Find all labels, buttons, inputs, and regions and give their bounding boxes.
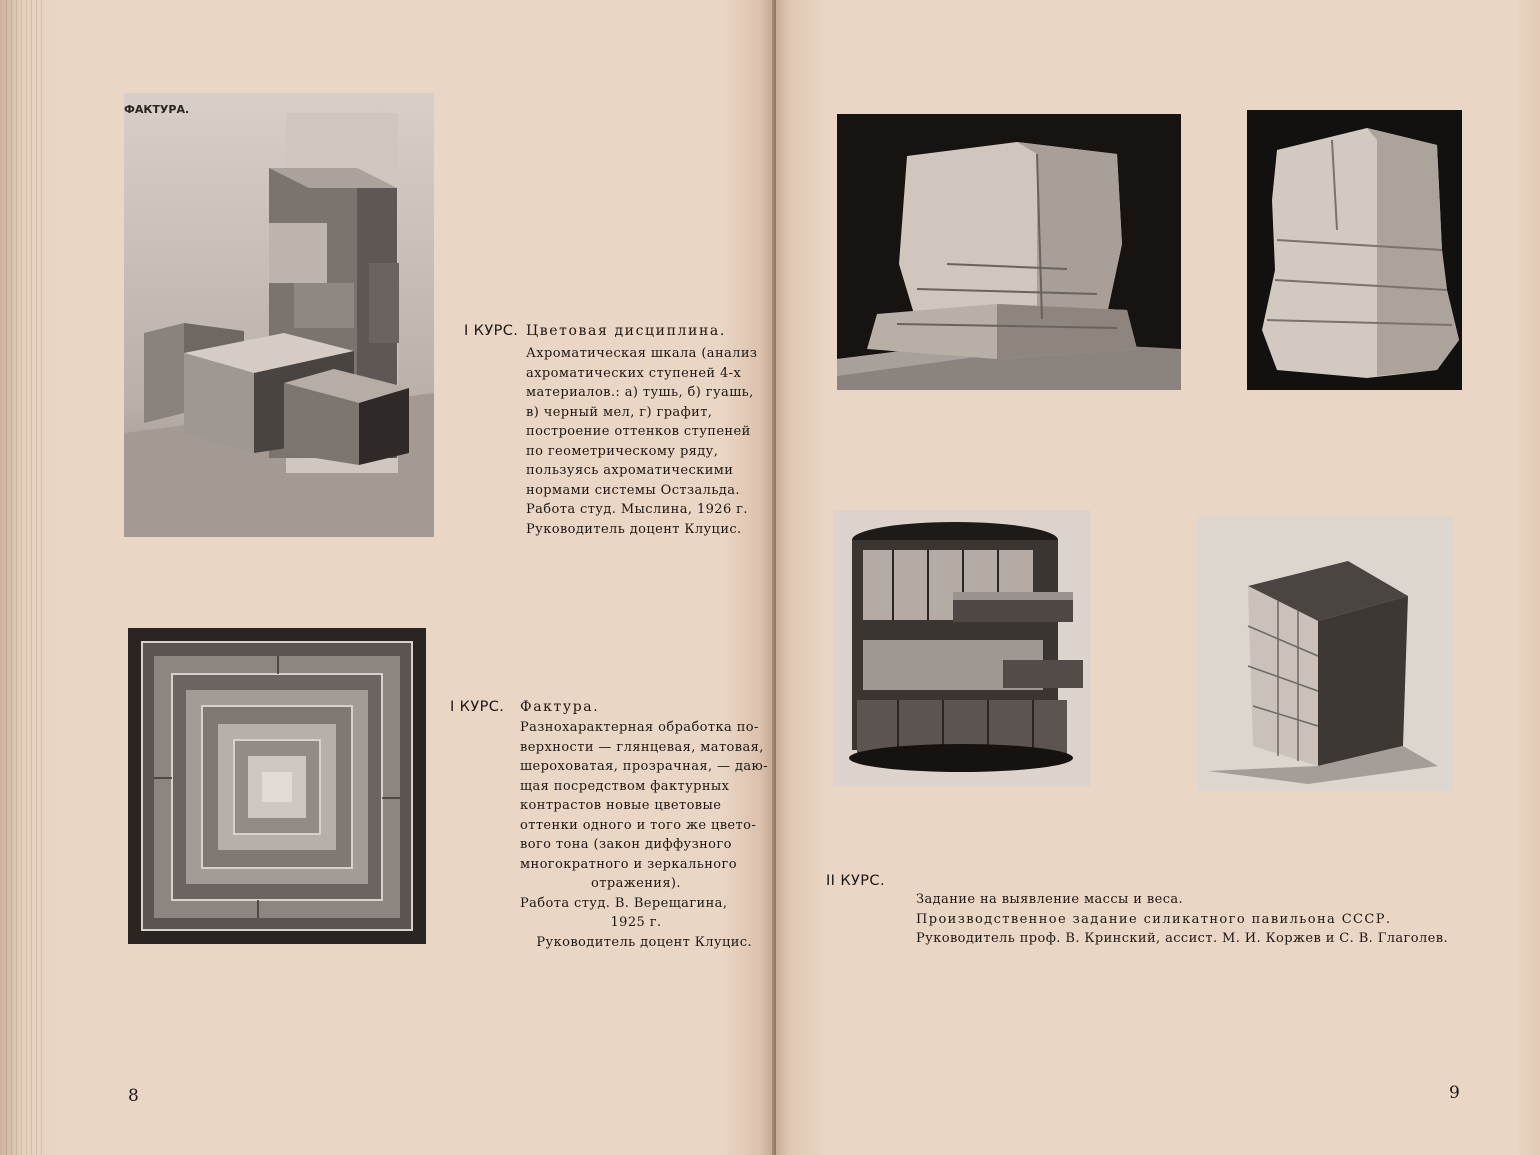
caption-line: шероховатая, прозрачная, — даю- — [520, 759, 769, 774]
caption-line: 1925 г. — [610, 915, 662, 930]
page-edges — [6, 0, 46, 1155]
plate-achromatic-blocks — [124, 93, 434, 537]
blocks-illustration — [124, 93, 434, 537]
caption-line: пользуясь ахроматическими — [526, 463, 734, 478]
caption-texture — [450, 698, 769, 950]
caption-line: по геометрическому ряду, — [526, 443, 719, 459]
caption-line: Руководитель проф. В. Кринский, ассист. М. И. Коржев и С. В. Глаголев. — [916, 931, 1448, 946]
caption-line: Задание на выявление массы и веса. — [916, 892, 1184, 907]
caption-line: Разнохарактерная обработка по- — [520, 720, 759, 735]
caption-line: Ахроматическая шкала (анализ — [526, 346, 758, 361]
course-label: I КУРС. — [464, 323, 519, 339]
page-number-right: 9 — [1449, 1083, 1460, 1103]
squares-illustration — [128, 628, 426, 944]
course-label: I КУРС. — [450, 699, 505, 715]
caption-line: Руководитель доцент Клуцис. — [526, 521, 742, 537]
caption-line: материалов.: а) тушь, б) гуашь, — [526, 385, 754, 400]
right-page — [776, 0, 1540, 1155]
pavilion-illustration — [833, 510, 1090, 787]
caption-line: Работа студ. Мыслина, 1926 г. — [526, 502, 748, 517]
caption-body — [916, 890, 1516, 949]
caption-line: ахроматических ступеней 4-х — [526, 365, 742, 381]
course-label: II КУРС. — [826, 873, 885, 889]
plate-texture-squares — [128, 628, 426, 944]
plate-cubic-pavilion — [1198, 516, 1453, 791]
plate-mass-model-2 — [1247, 110, 1462, 390]
caption-color-discipline — [464, 322, 764, 552]
caption-line: щая посредством фактурных — [520, 778, 730, 794]
caption-title: Цветовая дисциплина. — [526, 323, 726, 339]
caption-line: отражения). — [591, 876, 681, 891]
caption-body — [520, 718, 769, 952]
caption-title: Фактура. — [520, 699, 600, 715]
caption-second-course — [826, 872, 1526, 962]
caption-body — [526, 344, 758, 539]
caption-line: многократного и зеркального — [520, 856, 737, 872]
plate-mass-model-1 — [837, 114, 1181, 390]
plate-label: ФАКТУРА. — [124, 103, 190, 116]
caption-line: Производственное задание силикатного павильона СССР. — [916, 911, 1392, 927]
caption-line: контрастов новые цветовые — [520, 798, 722, 813]
mass-model-illustration — [1247, 110, 1462, 390]
caption-line: построение оттенков ступеней — [526, 424, 751, 439]
caption-line: Руководитель доцент Клуцис. — [536, 934, 752, 950]
pavilion-illustration — [1198, 516, 1453, 791]
mass-model-illustration — [837, 114, 1181, 390]
caption-line: верхности — глянцевая, матовая, — [520, 739, 764, 755]
caption-line: нормами системы Остзальда. — [526, 482, 740, 498]
page-number-left: 8 — [128, 1086, 139, 1106]
caption-line: Работа студ. В. Верещагина, — [520, 895, 728, 911]
caption-line: в) черный мел, г) графит, — [526, 404, 713, 420]
plate-cylindrical-pavilion — [833, 510, 1090, 787]
caption-line: вого тона (закон диффузного — [520, 837, 732, 852]
caption-line: оттенки одного и того же цвето- — [520, 817, 757, 833]
